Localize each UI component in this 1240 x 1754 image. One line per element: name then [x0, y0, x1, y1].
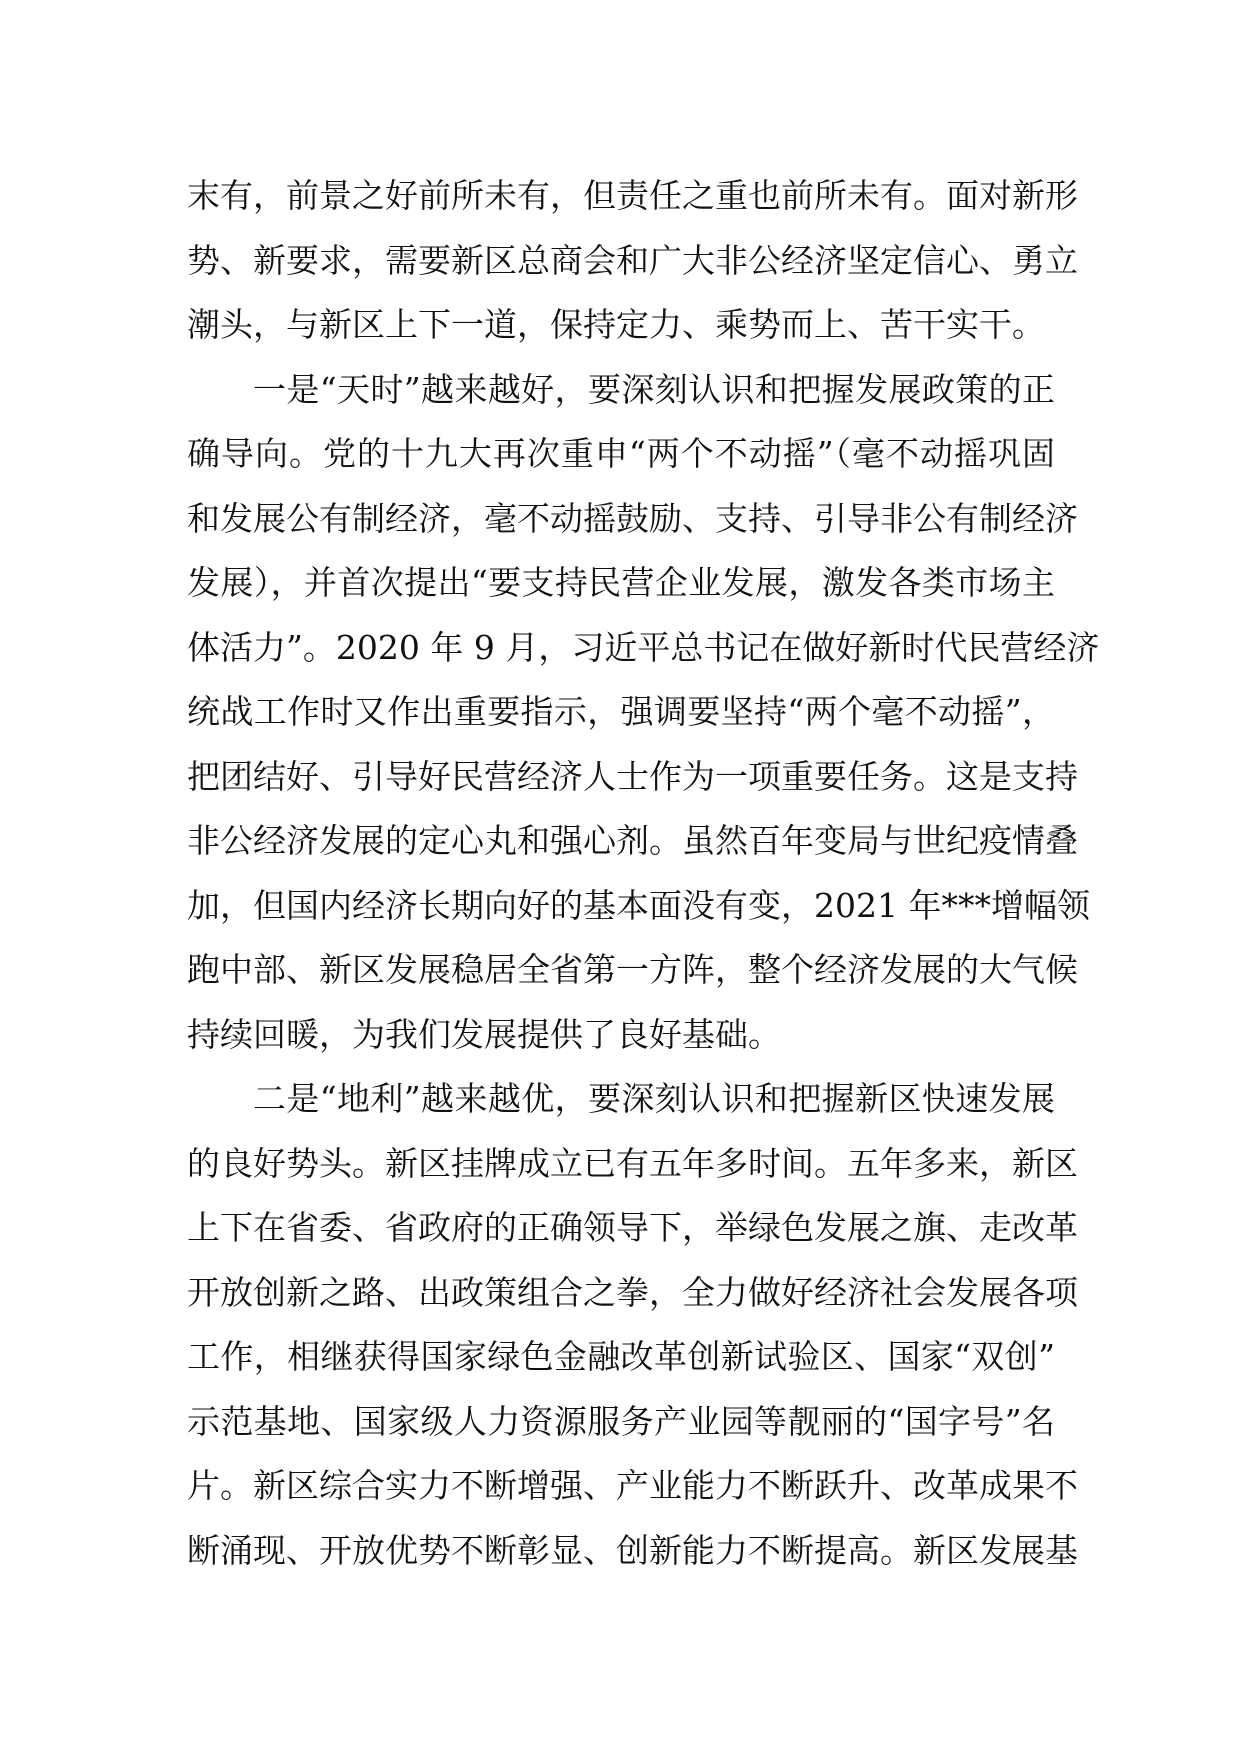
text-line: 和发展公有制经济，毫不动摇鼓励、支持、引导非公有制经济	[187, 498, 1078, 538]
text-line: 体活力”。2020 年 9 月，习近平总书记在做好新时代民营经济	[187, 627, 1100, 667]
paragraph-first-line: 二是“地利”越来越优，要深刻认识和把握新区快速发展	[253, 1079, 1055, 1118]
text-line: 示范基地、国家级人力资源服务产业园等靓丽的“国字号”名	[187, 1401, 1055, 1441]
text-line: 上下在省委、省政府的正确领导下，举绿色发展之旗、走改革	[187, 1208, 1078, 1247]
text-line: 势、新要求，需要新区总商会和广大非公经济坚定信心、勇立	[187, 240, 1078, 280]
text-line: 的良好势头。新区挂牌成立已有五年多时间。五年多来，新区	[187, 1143, 1078, 1183]
text-line: 持续回暖，为我们发展提供了良好基础。	[187, 1014, 781, 1054]
document-body	[187, 164, 1100, 1583]
text-line: 把团结好、引导好民营经济人士作为一项重要任务。这是支持	[187, 756, 1078, 796]
text-line: 确导向。党的十九大再次重申“两个不动摇”（毫不动摇巩固	[187, 434, 1055, 473]
text-line: 工作，相继获得国家绿色金融改革创新试验区、国家“双创”	[187, 1337, 1055, 1376]
text-line: 断涌现、开放优势不断彰显、创新能力不断提高。新区发展基	[187, 1530, 1078, 1570]
text-line: 发展），并首次提出“要支持民营企业发展，激发各类市场主	[187, 563, 1055, 602]
text-line: 统战工作时又作出重要指示，强调要坚持“两个毫不动摇”，	[187, 692, 1055, 731]
text-line: 片。新区综合实力不断增强、产业能力不断跃升、改革成果不	[187, 1466, 1078, 1505]
text-line: 潮头，与新区上下一道，保持定力、乘势而上、苦干实干。	[187, 305, 1045, 344]
text-line: 加，但国内经济长期向好的基本面没有变，2021 年***增幅领	[187, 885, 1090, 925]
text-line: 跑中部、新区发展稳居全省第一方阵，整个经济发展的大气候	[187, 950, 1078, 989]
text-line: 非公经济发展的定心丸和强心剂。虽然百年变局与世纪疫情叠	[187, 821, 1078, 860]
text-line: 末有，前景之好前所未有，但责任之重也前所未有。面对新形	[187, 176, 1078, 215]
paragraph-first-line: 一是“天时”越来越好，要深刻认识和把握发展政策的正	[253, 369, 1055, 409]
text-line: 开放创新之路、出政策组合之拳，全力做好经济社会发展各项	[187, 1272, 1078, 1312]
